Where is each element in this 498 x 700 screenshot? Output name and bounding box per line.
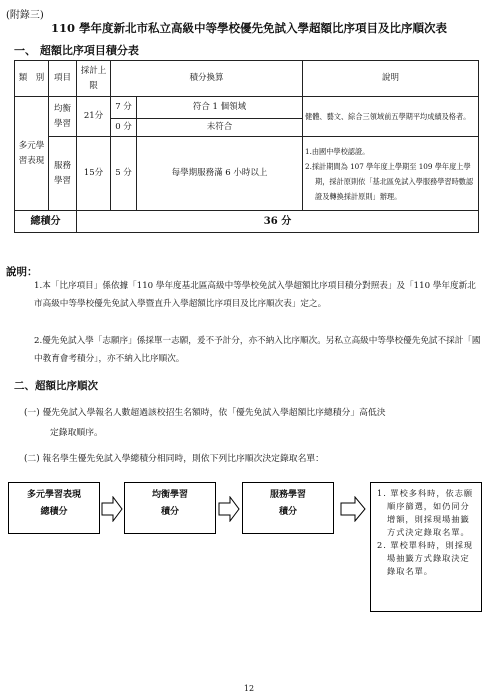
flow-box-service	[242, 482, 334, 534]
flow-box-2-line2: 積分	[160, 507, 179, 517]
order-rule-1: (一) 優先免試入學報名人數超過該校招生名額時，依「優先免試入學超額比序總積分」高低決	[24, 408, 386, 418]
category-cell: 多元學習表現	[15, 97, 49, 211]
tiebreak-item-2: 2. 單校單科時，則採現場抽籤方式錄取決定錄取名單。	[377, 540, 474, 576]
explanation-item-2: 2.優先免試入學「志願序」係採單一志願，爰不予計分，亦不納入比序順次。另私立高級中等學校優先免試不採計「國中教育會考積分」，亦不納入比序順次。	[34, 336, 481, 364]
header-score-conversion: 積分換算	[111, 61, 303, 97]
explanation-item-1: 1.本「比序項目」係依據「110 學年度基北區高級中等學校免試入學超額比序項目積分對照表」及「110 學年度新北市高級中等學校優先免試入學暨直升入學超額比序項目及比序順次表」定之。	[34, 281, 476, 309]
flow-arrow-3-icon	[340, 496, 366, 522]
flow-arrow-1-icon	[101, 496, 123, 522]
section2-heading: 二、超額比序順次	[14, 380, 98, 392]
condition-a: 符合 1 個領域	[137, 97, 303, 119]
max-balance: 21分	[77, 97, 111, 137]
max-service: 15分	[77, 137, 111, 211]
total-value: 36 分	[77, 211, 479, 233]
page-number: 12	[243, 684, 255, 693]
flow-box-1-line1: 多元學習表現	[26, 490, 81, 500]
explanation-heading: 說明：	[6, 266, 38, 278]
item-service: 服務學習	[49, 137, 77, 211]
header-item: 項目	[49, 61, 77, 97]
condition-service: 每學期服務滿 6 小時以上	[137, 137, 303, 211]
flow-box-1-line2: 總積分	[40, 507, 68, 517]
header-description: 說明	[303, 61, 479, 97]
item-balance: 均衡學習	[49, 97, 77, 137]
header-max: 採計上限	[77, 61, 111, 97]
header-category: 類 別	[15, 61, 49, 97]
order-rule-2: (二) 報名學生優先免試入學總積分相同時，則依下列比序順次決定錄取名單：	[24, 454, 324, 464]
note-service	[303, 137, 479, 211]
score-b: 0 分	[111, 119, 137, 137]
document-title: 110 學年度新北市私立高級中等學校優先免試入學超額比序項目及比序順次表	[50, 21, 447, 35]
note-service-2: 2.採計期間為 107 學年度上學期至 109 學年度上學期，採計原則依「基北區免試入學服務學習時數認證及轉換採計原則」辦理。	[305, 161, 474, 201]
flow-box-3-line2: 積分	[278, 507, 297, 517]
score-table	[14, 60, 479, 233]
flow-box-balance	[124, 482, 216, 534]
flow-box-multi-learning	[8, 482, 100, 534]
section1-heading: 一、 超額比序項目積分表	[14, 44, 139, 57]
appendix-label: (附錄三)	[6, 10, 44, 21]
tiebreak-item-1: 1. 單校多科時，依志願順序篩選，如仍同分增額，則採現場抽籤方式決定錄取名單。	[377, 488, 474, 537]
flow-box-3-line1: 服務學習	[269, 490, 306, 500]
condition-b: 未符合	[137, 119, 303, 137]
total-label: 總積分	[15, 211, 77, 233]
score-service: 5 分	[111, 137, 137, 211]
flow-box-2-line1: 均衡學習	[151, 490, 188, 500]
note-balance: 健體、藝文、綜合三領域前五學期平均成績及格者。	[303, 97, 479, 137]
order-rule-1-cont: 定錄取順序。	[50, 428, 103, 438]
note-service-1: 1.由國中學校認證。	[305, 146, 370, 156]
flow-box-tiebreak	[370, 482, 482, 612]
score-a: 7 分	[111, 97, 137, 119]
flow-arrow-2-icon	[218, 496, 240, 522]
